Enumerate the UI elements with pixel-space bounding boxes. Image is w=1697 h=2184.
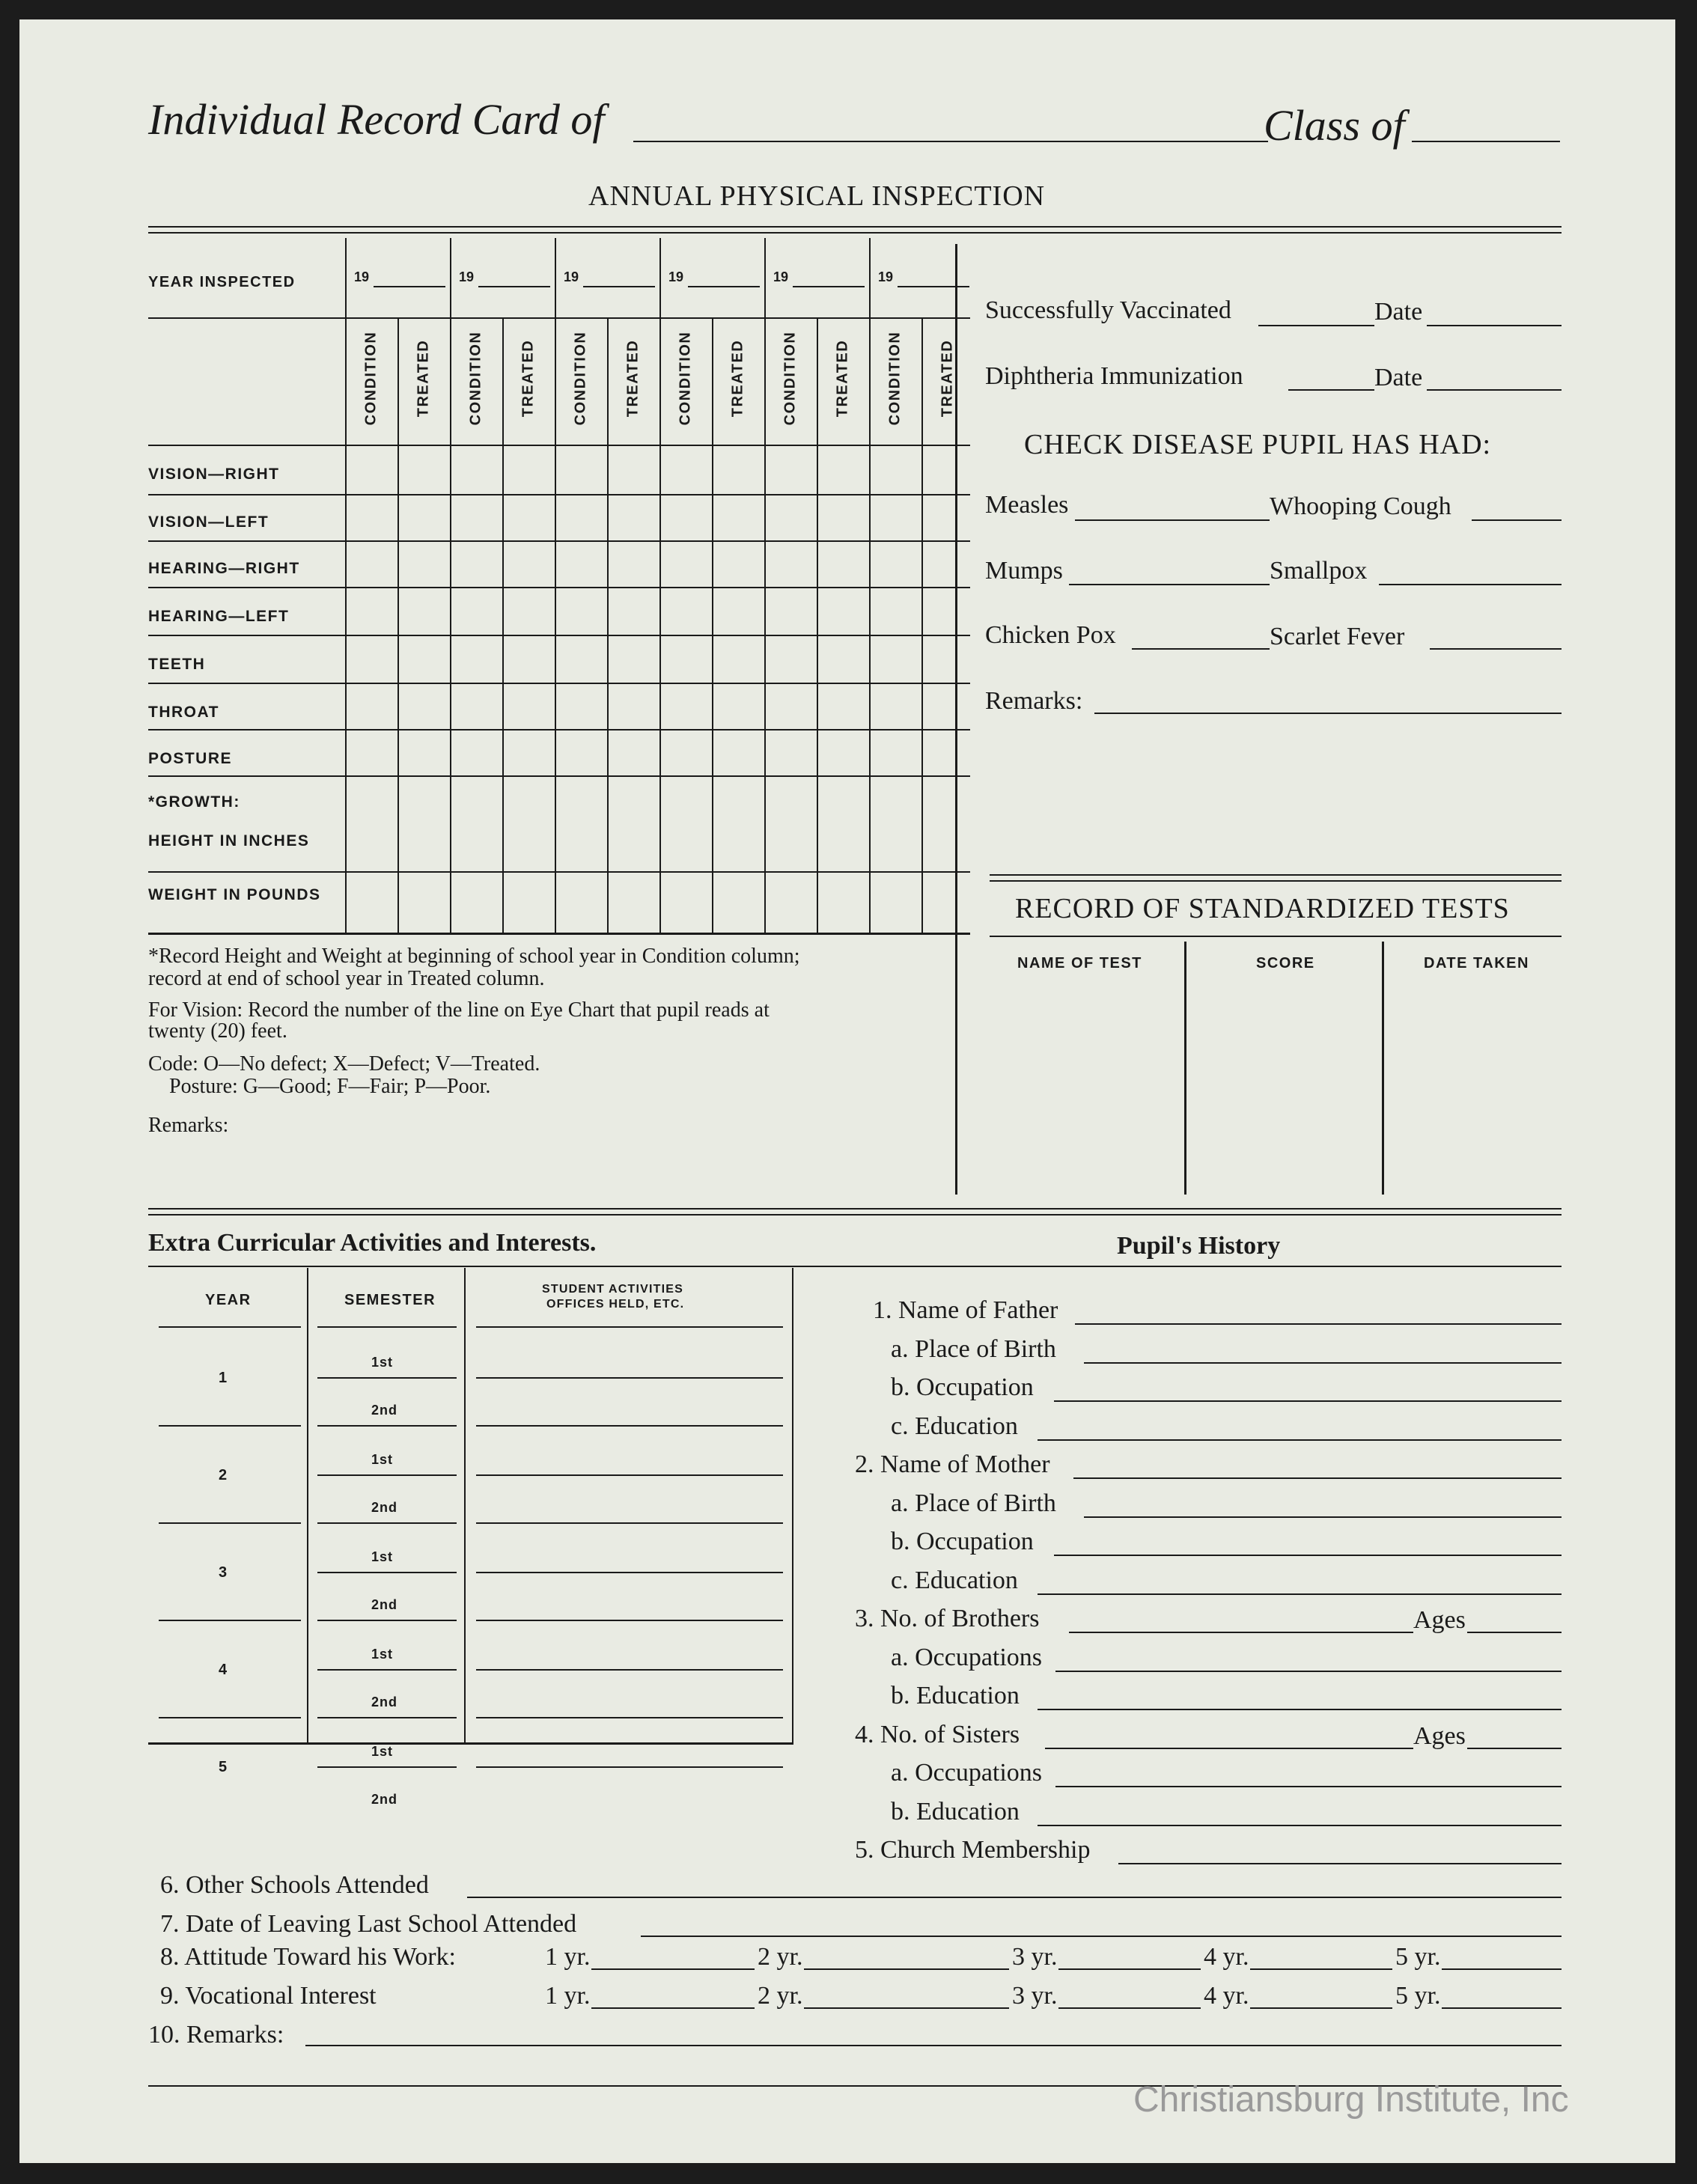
divider — [159, 1522, 301, 1524]
semester-second: 2nd — [371, 1695, 398, 1709]
condition-header: CONDITION — [677, 331, 694, 426]
section-title: ANNUAL PHYSICAL INSPECTION — [588, 180, 1046, 212]
row-label: VISION—LEFT — [148, 513, 269, 531]
diphtheria-date-label: Date — [1374, 364, 1423, 391]
activity-field[interactable] — [476, 1377, 783, 1379]
divider — [159, 1620, 301, 1621]
history-field[interactable] — [1038, 1825, 1562, 1826]
divider — [148, 1214, 1562, 1215]
ages-field[interactable] — [1467, 1748, 1562, 1749]
offices-header: OFFICES HELD, ETC. — [546, 1298, 685, 1311]
history-field[interactable] — [1118, 1863, 1562, 1864]
divider — [555, 238, 556, 933]
semester-first: 1st — [371, 1355, 394, 1370]
vocational-label: 9. Vocational Interest — [160, 1982, 377, 2010]
history-title: Pupil's History — [1117, 1232, 1281, 1260]
divider — [397, 317, 399, 933]
row-label: WEIGHT IN POUNDS — [148, 886, 321, 903]
year-prefix: 19 — [878, 269, 894, 284]
divider — [990, 880, 1562, 882]
condition-header: CONDITION — [467, 331, 484, 426]
history-field[interactable] — [1075, 1323, 1562, 1325]
semester-first: 1st — [371, 1647, 394, 1662]
treated-header: TREATED — [624, 339, 642, 418]
divider — [148, 683, 970, 684]
activity-field[interactable] — [476, 1522, 783, 1524]
history-item: 1. Name of Father — [873, 1296, 1058, 1324]
history-field[interactable] — [1038, 1709, 1562, 1710]
year-field[interactable] — [1250, 1968, 1392, 1970]
note-growth-2: record at end of school year in Treated column. — [148, 967, 545, 990]
history-item: b. Education — [891, 1797, 1020, 1825]
activity-field[interactable] — [476, 1425, 783, 1427]
card-title: Individual Record Card of — [148, 95, 605, 144]
year-prefix: 19 — [459, 269, 475, 284]
year-field[interactable] — [374, 286, 445, 287]
divider — [607, 317, 609, 933]
year-label: 1 yr. — [545, 1943, 591, 1971]
condition-header: CONDITION — [782, 331, 799, 426]
note-vision: For Vision: Record the number of the line on Eye Chart that pupil reads at — [148, 998, 770, 1022]
year-label: 4 yr. — [1204, 1982, 1249, 2010]
history-item: a. Place of Birth — [891, 1335, 1056, 1363]
divider — [148, 540, 970, 542]
history-item: b. Education — [891, 1682, 1020, 1709]
semester-second: 2nd — [371, 1792, 398, 1807]
diphtheria-date-field[interactable] — [1427, 389, 1562, 391]
treated-header: TREATED — [520, 339, 537, 418]
divider — [148, 775, 970, 777]
divider — [148, 494, 970, 495]
divider — [464, 1268, 466, 1744]
year-header: YEAR — [205, 1292, 252, 1308]
code-line: Code: O—No defect; X—Defect; V—Treated. — [148, 1052, 540, 1076]
note-vision-2: twenty (20) feet. — [148, 1019, 287, 1043]
row-label: VISION—RIGHT — [148, 466, 280, 483]
inspection-remarks-label: Remarks: — [148, 1114, 229, 1137]
activity-field[interactable] — [476, 1620, 783, 1621]
history-item: b. Occupation — [891, 1528, 1034, 1555]
history-item: a. Occupations — [891, 1759, 1043, 1787]
history-item: 2. Name of Mother — [855, 1451, 1050, 1478]
smallpox-field[interactable] — [1379, 584, 1562, 585]
other-schools-field[interactable] — [467, 1897, 1562, 1898]
divider — [712, 317, 713, 933]
treated-header: TREATED — [939, 339, 956, 418]
year-label: 2 yr. — [758, 1943, 803, 1971]
year-prefix: 19 — [668, 269, 684, 284]
mumps-label: Mumps — [985, 557, 1063, 585]
divider — [792, 1268, 793, 1744]
mumps-field[interactable] — [1069, 584, 1270, 585]
year-label: 3 yr. — [1012, 1982, 1058, 2010]
year-field[interactable] — [1058, 2007, 1201, 2009]
attitude-label: 8. Attitude Toward his Work: — [160, 1943, 457, 1971]
year-number: 3 — [219, 1564, 228, 1581]
scarlet-fever-label: Scarlet Fever — [1270, 623, 1405, 650]
date-leaving-label: 7. Date of Leaving Last School Attended — [160, 1910, 577, 1938]
semester-first: 1st — [371, 1452, 394, 1467]
divider — [159, 1326, 301, 1328]
history-field[interactable] — [1038, 1593, 1562, 1595]
year-field[interactable] — [1442, 1968, 1562, 1970]
divider — [148, 1266, 1562, 1267]
activity-field[interactable] — [476, 1766, 783, 1768]
history-field[interactable] — [1054, 1400, 1562, 1402]
year-prefix: 19 — [564, 269, 579, 284]
year-field[interactable] — [591, 2007, 755, 2009]
semester-first: 1st — [371, 1549, 394, 1564]
history-field[interactable] — [1055, 1671, 1562, 1672]
divider — [148, 232, 1562, 234]
history-item: b. Occupation — [891, 1373, 1034, 1401]
year-label: 1 yr. — [545, 1982, 591, 2010]
year-label: 5 yr. — [1395, 1982, 1441, 2010]
test-name-header: NAME OF TEST — [1017, 955, 1142, 971]
divider — [1184, 942, 1186, 1195]
class-of-label: Class of — [1264, 101, 1405, 150]
smallpox-label: Smallpox — [1270, 557, 1368, 585]
history-item: c. Education — [891, 1412, 1018, 1440]
year-prefix: 19 — [773, 269, 789, 284]
health-remarks-field[interactable] — [1094, 713, 1562, 714]
divider — [476, 1326, 783, 1328]
divider — [764, 238, 766, 933]
year-prefix: 19 — [354, 269, 370, 284]
remarks-label: 10. Remarks: — [148, 2021, 284, 2049]
semester-second: 2nd — [371, 1500, 398, 1515]
tests-title: RECORD OF STANDARDIZED TESTS — [1015, 893, 1510, 924]
year-label: 3 yr. — [1012, 1943, 1058, 1971]
posture-code-line: Posture: G—Good; F—Fair; P—Poor. — [169, 1075, 491, 1098]
divider — [317, 1474, 457, 1476]
history-item: 5. Church Membership — [855, 1836, 1091, 1864]
treated-header: TREATED — [415, 339, 432, 418]
year-field[interactable] — [1250, 2007, 1392, 2009]
semester-first: 1st — [371, 1744, 394, 1759]
row-label: HEIGHT IN INCHES — [148, 832, 310, 849]
activity-field[interactable] — [476, 1474, 783, 1476]
remarks-field[interactable] — [305, 2045, 1562, 2046]
row-label: HEARING—LEFT — [148, 608, 290, 625]
year-field[interactable] — [804, 2007, 1009, 2009]
record-card — [19, 19, 1675, 2163]
scarlet-fever-field[interactable] — [1430, 648, 1562, 650]
year-field[interactable] — [591, 1968, 755, 1970]
history-item: c. Education — [891, 1566, 1018, 1594]
chicken-pox-field[interactable] — [1132, 648, 1270, 650]
year-inspected-label: YEAR INSPECTED — [148, 274, 296, 290]
history-field[interactable] — [1054, 1555, 1562, 1556]
row-label: *GROWTH: — [148, 793, 240, 811]
treated-header: TREATED — [834, 339, 851, 418]
ages-field[interactable] — [1467, 1632, 1562, 1633]
row-label: HEARING—RIGHT — [148, 560, 300, 577]
activity-field[interactable] — [476, 1572, 783, 1573]
condition-header: CONDITION — [886, 331, 904, 426]
whooping-label: Whooping Cough — [1270, 492, 1451, 520]
divider — [317, 1326, 457, 1328]
divider — [345, 238, 347, 933]
diphtheria-label: Diphtheria Immunization — [985, 362, 1243, 390]
divider — [502, 317, 504, 933]
divider — [1382, 942, 1384, 1195]
date-leaving-field[interactable] — [641, 1936, 1562, 1937]
year-field[interactable] — [1442, 2007, 1562, 2009]
diphtheria-field[interactable] — [1288, 389, 1374, 391]
history-field[interactable] — [1055, 1786, 1562, 1787]
year-number: 2 — [219, 1467, 228, 1483]
history-field[interactable] — [1038, 1439, 1562, 1441]
check-disease-title: CHECK DISEASE PUPIL HAS HAD: — [1024, 429, 1492, 460]
chicken-pox-label: Chicken Pox — [985, 621, 1116, 649]
divider — [990, 936, 1562, 937]
semester-second: 2nd — [371, 1403, 398, 1418]
health-remarks-label: Remarks: — [985, 687, 1083, 715]
divider — [659, 238, 661, 933]
year-field[interactable] — [898, 286, 969, 287]
divider — [921, 317, 923, 933]
history-item: 4. No. of Sisters — [855, 1720, 1020, 1748]
history-item: 3. No. of Brothers — [855, 1605, 1040, 1632]
divider — [450, 238, 451, 933]
year-field[interactable] — [793, 286, 865, 287]
history-item: a. Place of Birth — [891, 1489, 1056, 1517]
divider — [159, 1425, 301, 1427]
history-field[interactable] — [1084, 1362, 1562, 1364]
year-field[interactable] — [478, 286, 550, 287]
divider — [148, 933, 970, 935]
year-number: 1 — [219, 1370, 228, 1386]
activity-field[interactable] — [476, 1717, 783, 1718]
divider — [317, 1425, 457, 1427]
divider — [148, 1208, 1562, 1210]
year-label: 5 yr. — [1395, 1943, 1441, 1971]
student-activities-header: STUDENT ACTIVITIES — [542, 1283, 684, 1296]
divider — [148, 1742, 793, 1745]
semester-header: SEMESTER — [344, 1292, 436, 1308]
row-label: POSTURE — [148, 750, 233, 767]
divider — [817, 317, 818, 933]
history-field[interactable] — [1084, 1516, 1562, 1518]
history-field[interactable] — [1073, 1477, 1562, 1479]
row-label: THROAT — [148, 704, 219, 721]
measles-label: Measles — [985, 491, 1069, 519]
history-field[interactable] — [1069, 1632, 1413, 1633]
class-underline[interactable] — [1412, 141, 1560, 142]
divider — [307, 1268, 308, 1744]
year-number: 4 — [219, 1662, 228, 1678]
divider — [317, 1620, 457, 1621]
divider — [148, 445, 970, 446]
treated-header: TREATED — [729, 339, 746, 418]
watermark: Christiansburg Institute, Inc — [1133, 2080, 1569, 2120]
vaccinated-date-label: Date — [1374, 298, 1423, 326]
vaccinated-label: Successfully Vaccinated — [985, 296, 1231, 324]
vaccinated-date-field[interactable] — [1427, 325, 1562, 326]
year-field[interactable] — [1058, 1968, 1201, 1970]
ages-label: Ages — [1413, 1606, 1466, 1634]
history-field[interactable] — [1045, 1748, 1413, 1749]
row-label: TEETH — [148, 656, 206, 673]
divider — [317, 1572, 457, 1573]
activities-title: Extra Curricular Activities and Interests. — [148, 1229, 597, 1257]
divider — [990, 874, 1562, 876]
year-label: 2 yr. — [758, 1982, 803, 2010]
condition-header: CONDITION — [362, 331, 380, 426]
name-underline[interactable] — [633, 141, 1268, 142]
divider — [159, 1717, 301, 1718]
note-growth: *Record Height and Weight at beginning of school year in Condition column; — [148, 945, 800, 968]
year-field[interactable] — [688, 286, 760, 287]
test-date-header: DATE TAKEN — [1424, 955, 1529, 971]
divider — [869, 238, 871, 933]
divider — [148, 729, 970, 730]
year-label: 4 yr. — [1204, 1943, 1249, 1971]
test-score-header: SCORE — [1256, 955, 1315, 971]
divider — [317, 1522, 457, 1524]
semester-second: 2nd — [371, 1597, 398, 1612]
divider — [148, 635, 970, 636]
divider — [148, 871, 970, 873]
year-field[interactable] — [583, 286, 655, 287]
condition-header: CONDITION — [572, 331, 589, 426]
activity-field[interactable] — [476, 1669, 783, 1671]
whooping-field[interactable] — [1472, 519, 1562, 521]
year-number: 5 — [219, 1759, 228, 1775]
year-field[interactable] — [804, 1968, 1009, 1970]
vaccinated-field[interactable] — [1258, 325, 1374, 326]
divider — [317, 1669, 457, 1671]
other-schools-label: 6. Other Schools Attended — [160, 1871, 429, 1899]
divider — [148, 587, 970, 588]
divider — [317, 1766, 457, 1768]
ages-label: Ages — [1413, 1721, 1466, 1750]
measles-field[interactable] — [1075, 519, 1270, 521]
divider — [317, 1717, 457, 1718]
divider — [148, 226, 1562, 228]
history-item: a. Occupations — [891, 1643, 1043, 1671]
divider — [317, 1377, 457, 1379]
